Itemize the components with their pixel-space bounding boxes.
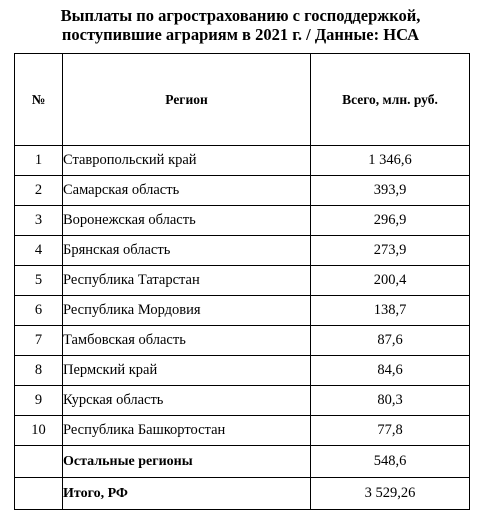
page-title	[0, 6, 481, 44]
cell-num: 6	[15, 296, 63, 326]
cell-num: 10	[15, 416, 63, 446]
cell-region: Остальные регионы	[63, 446, 311, 478]
cell-region: Самарская область	[63, 176, 311, 206]
cell-num: 5	[15, 266, 63, 296]
cell-region: Курская область	[63, 386, 311, 416]
title-line-1: Выплаты по агрострахованию с господдержкой,	[60, 6, 421, 25]
table-row	[15, 236, 470, 266]
cell-total: 84,6	[311, 356, 470, 386]
header-total: Всего, млн. руб.	[311, 54, 470, 146]
title-line-2: поступившие аграриям в 2021 г. / Данные: НСА	[61, 25, 420, 44]
table-row	[15, 296, 470, 326]
cell-region: Воронежская область	[63, 206, 311, 236]
cell-total: 296,9	[311, 206, 470, 236]
cell-total: 548,6	[311, 446, 470, 478]
cell-num: 7	[15, 326, 63, 356]
table-row	[15, 266, 470, 296]
payments-table	[14, 53, 470, 510]
table-row-grand-total	[15, 478, 470, 510]
cell-region: Республика Татарстан	[63, 266, 311, 296]
cell-region: Ставропольский край	[63, 146, 311, 176]
table-body	[15, 146, 470, 510]
cell-num: 2	[15, 176, 63, 206]
table-header-row	[15, 54, 470, 146]
table-row	[15, 416, 470, 446]
cell-total: 77,8	[311, 416, 470, 446]
cell-num	[15, 446, 63, 478]
table-row	[15, 146, 470, 176]
cell-total: 1 346,6	[311, 146, 470, 176]
cell-total: 393,9	[311, 176, 470, 206]
cell-total: 87,6	[311, 326, 470, 356]
cell-region: Республика Мордовия	[63, 296, 311, 326]
cell-region: Республика Башкортостан	[63, 416, 311, 446]
cell-total: 200,4	[311, 266, 470, 296]
table-row	[15, 176, 470, 206]
cell-num: 3	[15, 206, 63, 236]
cell-num: 9	[15, 386, 63, 416]
cell-num: 1	[15, 146, 63, 176]
header-num: №	[15, 54, 63, 146]
cell-region: Итого, РФ	[63, 478, 311, 510]
cell-total: 273,9	[311, 236, 470, 266]
cell-region: Брянская область	[63, 236, 311, 266]
cell-region: Пермский край	[63, 356, 311, 386]
table-row-other	[15, 446, 470, 478]
header-region: Регион	[63, 54, 311, 146]
cell-total: 3 529,26	[311, 478, 470, 510]
cell-total: 80,3	[311, 386, 470, 416]
cell-num	[15, 478, 63, 510]
cell-num: 8	[15, 356, 63, 386]
table-row	[15, 356, 470, 386]
cell-num: 4	[15, 236, 63, 266]
table-row	[15, 326, 470, 356]
cell-total: 138,7	[311, 296, 470, 326]
table-row	[15, 386, 470, 416]
table-row	[15, 206, 470, 236]
cell-region: Тамбовская область	[63, 326, 311, 356]
